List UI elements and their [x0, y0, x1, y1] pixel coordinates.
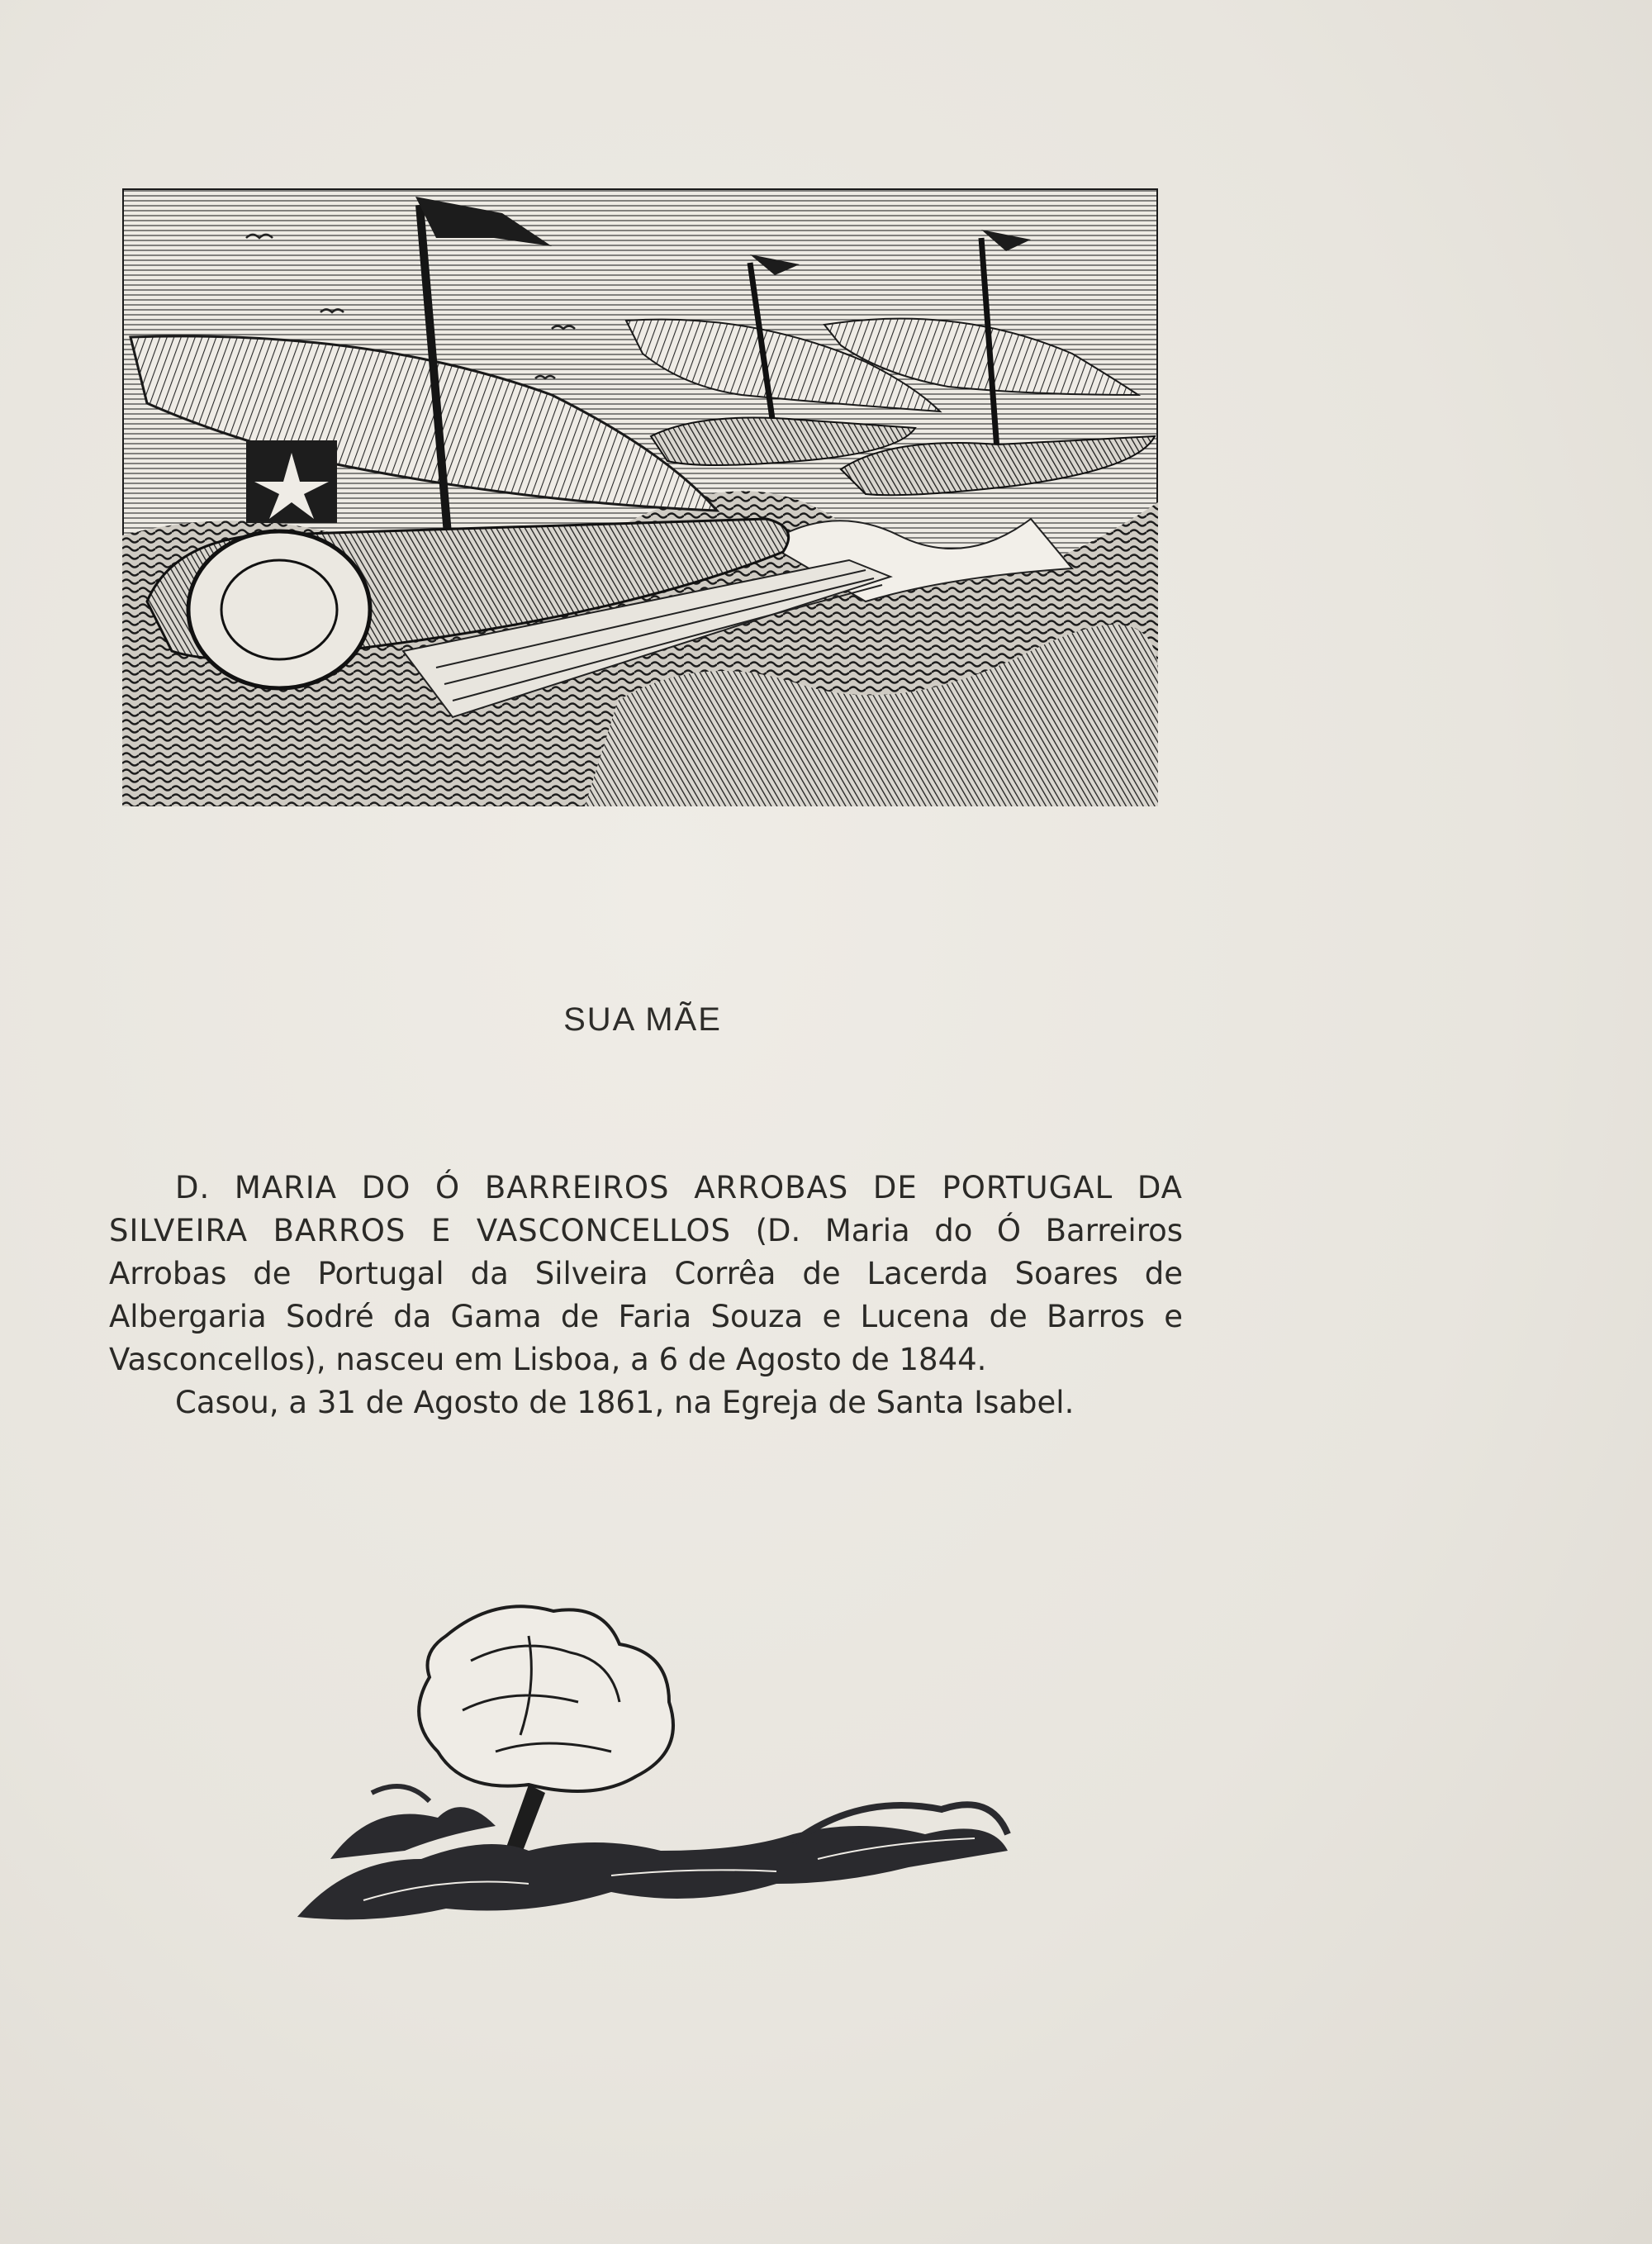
- floral-ornament: [281, 1586, 1024, 1933]
- paragraph-birth-rest: (D. Maria do Ó Barreiros Arrobas de Portugal da Silveira Corrêa de Lacerda Soares de Albergaria Sodré da Gama de Faria Souza e Lucena de Barros e Vasconcellos), nasceu em Lisboa, a 6 de Agosto de 1844.: [109, 1213, 1184, 1377]
- biography-text: [109, 1167, 1183, 1424]
- galleys-engraving: [122, 188, 1158, 806]
- paragraph-marriage: Casou, a 31 de Agosto de 1861, na Egreja de Santa Isabel.: [175, 1385, 1075, 1420]
- full-name-caps: D. MARIA DO Ó BARREIROS ARROBAS DE PORTUGAL DA SILVEIRA BARROS E VASCONCELLOS: [109, 1170, 1183, 1248]
- section-heading: SUA MÃE: [563, 1001, 722, 1038]
- paragraph-birth: [109, 1167, 1183, 1381]
